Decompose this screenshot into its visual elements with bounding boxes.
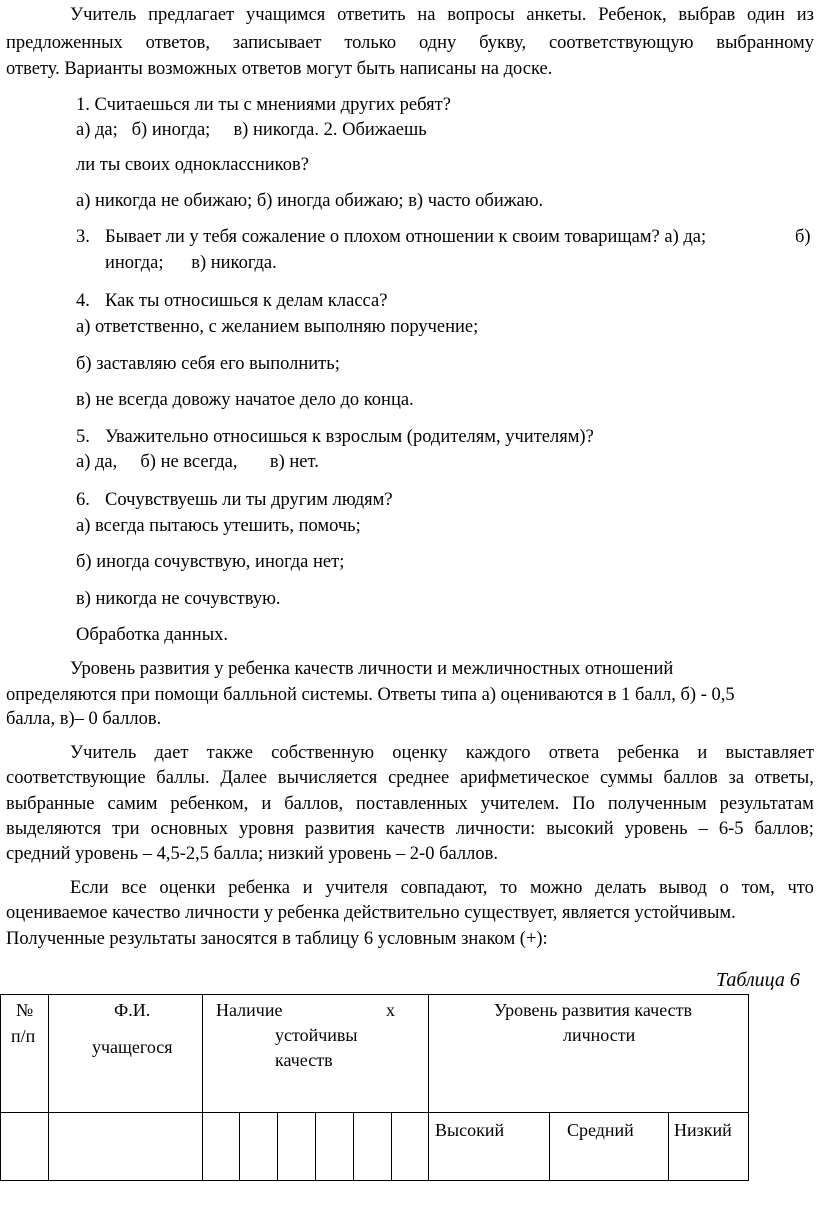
question-3-line-1: Бывает ли у тебя сожаление о плохом отношении к своим товарищам? а) да; xyxy=(105,227,707,247)
table-data-row xyxy=(1,1113,749,1181)
word: высокий xyxy=(546,819,614,839)
processing-p1-line-2: определяются при помощи балльной системы. Ответы типа а) оцениваются в 1 балл, б) - 0,5 xyxy=(6,685,735,705)
word: том, xyxy=(741,878,775,898)
word: поставленных xyxy=(356,794,468,814)
header-presence-line-3: качеств xyxy=(275,1050,333,1070)
processing-p2-line-3 xyxy=(6,795,814,814)
header-level-line-2: личности xyxy=(563,1025,636,1045)
word: учителя xyxy=(325,878,388,898)
word: и xyxy=(302,878,313,898)
word: что xyxy=(787,878,814,898)
word: Ребенок, xyxy=(598,5,667,25)
presence-cell[interactable] xyxy=(354,1113,392,1181)
word: суммы xyxy=(599,768,653,788)
word: 6-5 xyxy=(718,819,744,839)
word: ответы, xyxy=(754,768,814,788)
question-4-number: 4. xyxy=(76,291,90,311)
word: записывает xyxy=(232,33,322,53)
word: учителем. xyxy=(480,794,560,814)
word: можно xyxy=(529,878,583,898)
word: ребенка xyxy=(617,743,680,763)
word: соответствующие xyxy=(6,768,146,788)
question-5-options: а) да, б) не всегда, в) нет. xyxy=(76,452,319,472)
word: баллов xyxy=(663,768,718,788)
word: Учитель xyxy=(70,743,137,763)
presence-cell[interactable] xyxy=(278,1113,316,1181)
word: уровня xyxy=(238,819,294,839)
word: все xyxy=(121,878,147,898)
word: качеств xyxy=(385,819,445,839)
word: собственную xyxy=(271,743,375,763)
word: одну xyxy=(418,33,457,53)
word: баллы. xyxy=(156,768,210,788)
word: Далее xyxy=(220,768,267,788)
header-level-line-1: Уровень развития качеств xyxy=(494,1000,692,1020)
word: результатам xyxy=(719,794,814,814)
word: букву, xyxy=(479,33,527,53)
word: делать xyxy=(595,878,647,898)
word: вычисляется xyxy=(277,768,378,788)
word: также xyxy=(206,743,253,763)
presence-cell[interactable] xyxy=(240,1113,278,1181)
question-4-option-c: в) не всегда довожу начатое дело до конца. xyxy=(76,390,414,410)
question-2-options: а) никогда не обижаю; б) иногда обижаю; в) часто обижаю. xyxy=(76,191,544,211)
word: ответов, xyxy=(145,33,210,53)
word: баллов, xyxy=(284,794,344,814)
word: развития xyxy=(304,819,375,839)
word: за xyxy=(728,768,745,788)
question-3-line-2: иногда; в) никогда. xyxy=(105,253,277,273)
question-6: Сочувствуешь ли ты другим людям? xyxy=(105,490,393,510)
word: полученным xyxy=(607,794,707,814)
word: баллов; xyxy=(754,819,814,839)
word: Учитель xyxy=(70,5,137,25)
word: вопросы xyxy=(447,5,515,25)
question-3-number: 3. xyxy=(76,227,90,247)
word: три xyxy=(112,819,140,839)
question-4-option-b: б) заставляю себя его выполнить; xyxy=(76,354,340,374)
processing-p1-line-3: балла, в)– 0 баллов. xyxy=(6,709,162,729)
word: выбранному xyxy=(716,33,814,53)
row-number-cell xyxy=(1,1113,49,1181)
word: только xyxy=(344,33,397,53)
processing-p2-line-4 xyxy=(6,820,814,839)
word: каждого xyxy=(465,743,531,763)
header-presence-word-2: х xyxy=(386,1000,395,1020)
word: выставляет xyxy=(725,743,814,763)
level-medium-label: Средний xyxy=(567,1120,634,1140)
row-name-cell xyxy=(48,1113,203,1181)
word: дает xyxy=(154,743,189,763)
processing-p3-line-2: оцениваемое качество личности у ребенка действительно существует, является устойчивым. xyxy=(6,903,736,923)
question-6-number: 6. xyxy=(76,490,90,510)
header-number-symbol: № xyxy=(16,1000,34,1020)
question-6-option-a: а) всегда пытаюсь утешить, помочь; xyxy=(76,516,361,536)
word: предлагает xyxy=(148,5,235,25)
question-5: Уважительно относишься к взрослым (родителям, учителям)? xyxy=(105,427,594,447)
header-presence-line-2: устойчивы xyxy=(275,1025,358,1045)
word: основных xyxy=(150,819,228,839)
question-5-number: 5. xyxy=(76,427,90,447)
processing-p3-line-1 xyxy=(70,879,814,898)
presence-cell[interactable] xyxy=(316,1113,354,1181)
word: из xyxy=(796,5,814,25)
intro-line-1 xyxy=(70,6,814,25)
intro-line-3: ответу. Варианты возможных ответов могут быть написаны на доске. xyxy=(6,59,553,79)
processing-p2-line-5: средний уровень – 4,5-2,5 балла; низкий уровень – 2-0 баллов. xyxy=(6,844,498,864)
word: среднее xyxy=(388,768,450,788)
word: учащимся xyxy=(245,5,326,25)
word: ребенком, xyxy=(170,794,249,814)
word: уровень xyxy=(624,819,688,839)
word: выделяются xyxy=(6,819,102,839)
word: предложенных xyxy=(6,33,123,53)
question-1: 1. Считаешься ли ты с мнениями других ребят? xyxy=(76,95,451,115)
word: оценки xyxy=(159,878,216,898)
word: По xyxy=(572,794,595,814)
word: самим xyxy=(107,794,158,814)
word: на xyxy=(417,5,436,25)
processing-p3-line-3: Полученные результаты заносятся в таблицу 6 условным знаком (+): xyxy=(6,929,548,949)
word: – xyxy=(698,819,708,839)
question-6-option-b: б) иногда сочувствую, иногда нет; xyxy=(76,552,345,572)
level-high-label: Высокий xyxy=(435,1120,505,1140)
intro-line-2 xyxy=(6,34,814,53)
processing-p2-line-2 xyxy=(6,769,814,788)
processing-p1-line-1: Уровень развития у ребенка качеств личности и межличностных отношений xyxy=(70,659,674,679)
word: и xyxy=(697,743,708,763)
presence-cell[interactable] xyxy=(391,1113,428,1181)
word: оценку xyxy=(392,743,448,763)
word: о xyxy=(719,878,729,898)
table-caption: Таблица 6 xyxy=(716,969,800,991)
word: выбранные xyxy=(6,794,95,814)
word: Если xyxy=(70,878,109,898)
question-6-option-c: в) никогда не сочувствую. xyxy=(76,589,281,609)
word: один xyxy=(747,5,785,25)
header-name-line-1: Ф.И. xyxy=(114,1000,151,1020)
question-4-option-a: а) ответственно, с желанием выполняю поручение; xyxy=(76,317,479,337)
header-number-label: п/п xyxy=(11,1026,36,1046)
question-1-options: а) да; б) иногда; в) никогда. 2. Обижаешь xyxy=(76,120,427,140)
results-table xyxy=(0,994,749,1181)
word: вывод xyxy=(659,878,707,898)
level-low-label: Низкий xyxy=(674,1120,732,1140)
word: ответить xyxy=(337,5,406,25)
word: соответствующую xyxy=(548,33,694,53)
word: совпадают, xyxy=(400,878,488,898)
presence-cell[interactable] xyxy=(203,1113,240,1181)
word: и xyxy=(261,794,272,814)
word: анкеты. xyxy=(526,5,587,25)
word: выбрав xyxy=(678,5,736,25)
word: личности: xyxy=(455,819,536,839)
question-2-continuation: ли ты своих одноклассников? xyxy=(76,155,309,175)
word: ребенка xyxy=(228,878,290,898)
header-presence-word-1: Наличие xyxy=(216,1000,283,1020)
word: ответа xyxy=(548,743,600,763)
processing-heading: Обработка данных. xyxy=(76,625,229,645)
word: арифметическое xyxy=(460,768,590,788)
question-4: Как ты относишься к делам класса? xyxy=(105,291,388,311)
word: то xyxy=(500,878,518,898)
processing-p2-line-1 xyxy=(70,744,814,763)
question-3-line-1-end: б) xyxy=(795,227,811,247)
header-name-line-2: учащегося xyxy=(92,1037,173,1057)
